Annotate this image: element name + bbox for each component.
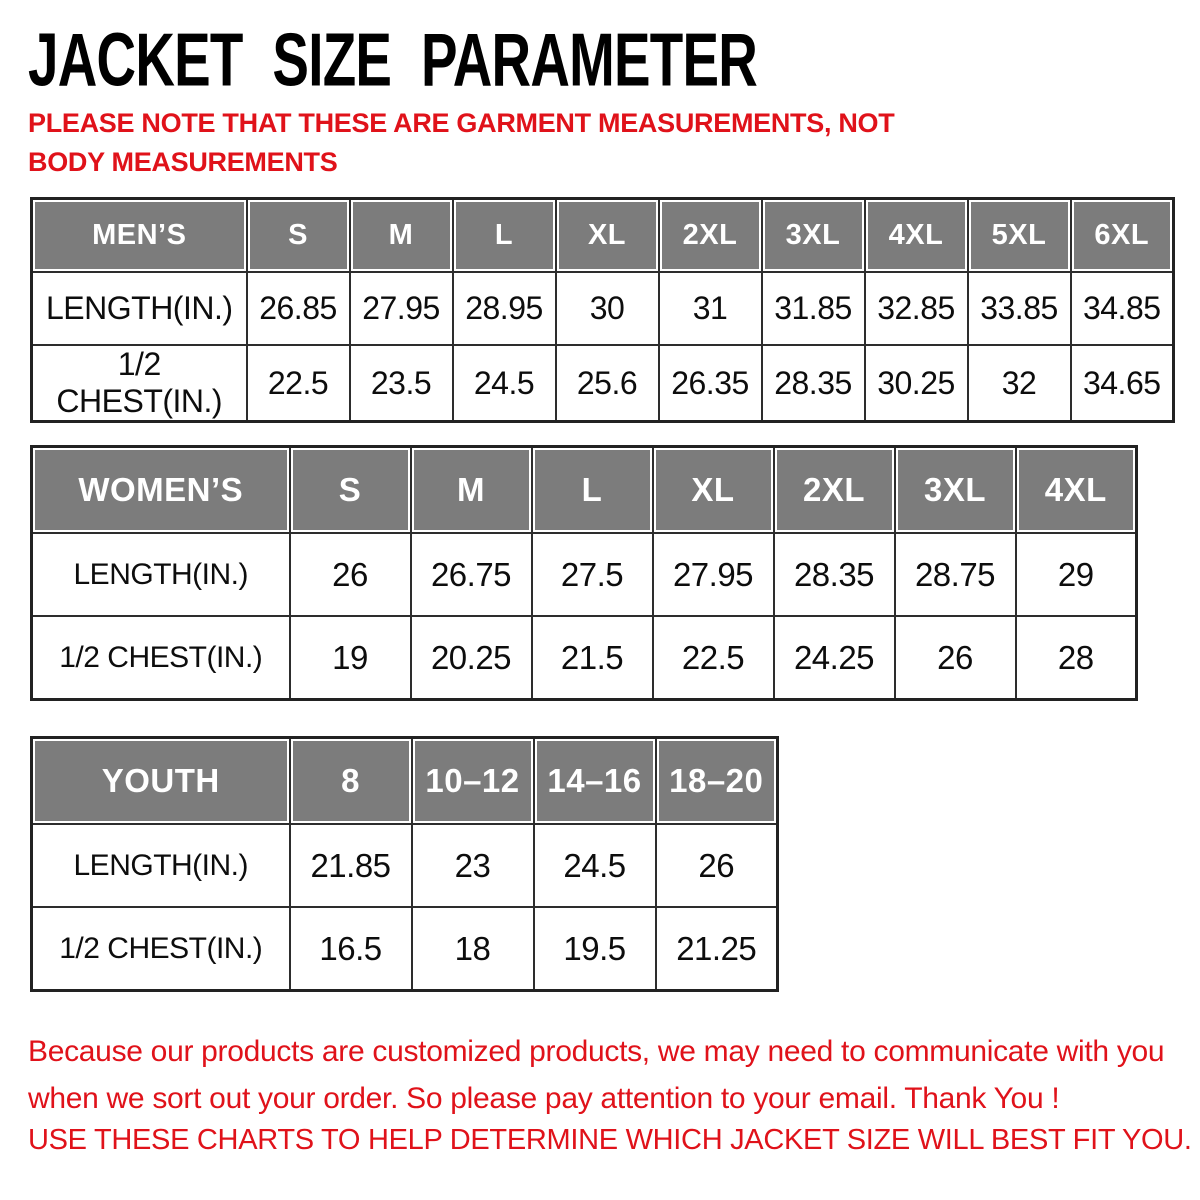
value-cell: 23.5 (350, 345, 453, 422)
value-cell: 29 (1016, 533, 1137, 616)
table-row (32, 907, 778, 991)
page-title: JACKET SIZE PARAMETER (28, 17, 758, 102)
value-cell: 30 (556, 272, 659, 345)
table-row (32, 533, 1137, 616)
size-column-header: S (247, 199, 350, 273)
customization-communication-note: Because our products are customized products, we may need to communicate with you when we sort out your order. So please pay attention to your email. Thank You ! (28, 1035, 1165, 1115)
value-cell: 26 (290, 533, 411, 616)
size-column-header: 4XL (865, 199, 968, 273)
value-cell: 27.5 (532, 533, 653, 616)
value-cell: 32 (968, 345, 1071, 422)
youth-size-table (30, 736, 779, 992)
garment-measurement-note: PLEASE NOTE THAT THESE ARE GARMENT MEASUREMENTS, NOT BODY MEASUREMENTS (28, 108, 895, 177)
value-cell: 26 (656, 824, 778, 907)
value-cell: 31 (659, 272, 762, 345)
value-cell: 19 (290, 616, 411, 700)
size-column-header: 18–20 (656, 738, 778, 825)
row-label: 1/2 CHEST(IN.) (32, 616, 290, 700)
value-cell: 28.35 (762, 345, 865, 422)
mens-size-table (30, 197, 1175, 423)
value-cell: 28.35 (774, 533, 895, 616)
table-row (32, 345, 1174, 422)
size-column-header: S (290, 447, 411, 534)
value-cell: 32.85 (865, 272, 968, 345)
table-row (32, 272, 1174, 345)
womens-header-row (32, 447, 1137, 534)
womens-table-title: WOMEN’S (32, 447, 290, 534)
row-label: LENGTH(IN.) (32, 533, 290, 616)
mens-header-row (32, 199, 1174, 273)
size-column-header: 6XL (1071, 199, 1174, 273)
size-column-header: 5XL (968, 199, 1071, 273)
size-column-header: 14–16 (534, 738, 656, 825)
table-row (32, 616, 1137, 700)
value-cell: 25.6 (556, 345, 659, 422)
size-column-header: 8 (290, 738, 412, 825)
size-column-header: XL (653, 447, 774, 534)
size-column-header: M (350, 199, 453, 273)
size-column-header: M (411, 447, 532, 534)
value-cell: 28.75 (895, 533, 1016, 616)
womens-size-table (30, 445, 1138, 701)
value-cell: 24.25 (774, 616, 895, 700)
table-row (32, 824, 778, 907)
row-label: 1/2 CHEST(IN.) (32, 907, 290, 991)
value-cell: 20.25 (411, 616, 532, 700)
value-cell: 23 (412, 824, 534, 907)
value-cell: 28.95 (453, 272, 556, 345)
youth-table-title: YOUTH (32, 738, 290, 825)
size-column-header: 3XL (895, 447, 1016, 534)
size-column-header: 4XL (1016, 447, 1137, 534)
value-cell: 24.5 (453, 345, 556, 422)
mens-table-title: MEN’S (32, 199, 247, 273)
value-cell: 27.95 (653, 533, 774, 616)
size-column-header: L (453, 199, 556, 273)
value-cell: 34.85 (1071, 272, 1174, 345)
chart-usage-note: USE THESE CHARTS TO HELP DETERMINE WHICH JACKET SIZE WILL BEST FIT YOU. (28, 1124, 1192, 1156)
value-cell: 24.5 (534, 824, 656, 907)
row-label: LENGTH(IN.) (32, 272, 247, 345)
row-label: 1/2 CHEST(IN.) (32, 345, 247, 422)
value-cell: 16.5 (290, 907, 412, 991)
size-column-header: L (532, 447, 653, 534)
value-cell: 22.5 (653, 616, 774, 700)
row-label: LENGTH(IN.) (32, 824, 290, 907)
value-cell: 21.5 (532, 616, 653, 700)
value-cell: 26.75 (411, 533, 532, 616)
value-cell: 31.85 (762, 272, 865, 345)
size-column-header: XL (556, 199, 659, 273)
size-column-header: 2XL (774, 447, 895, 534)
value-cell: 22.5 (247, 345, 350, 422)
value-cell: 26.85 (247, 272, 350, 345)
value-cell: 26 (895, 616, 1016, 700)
value-cell: 30.25 (865, 345, 968, 422)
value-cell: 21.85 (290, 824, 412, 907)
value-cell: 26.35 (659, 345, 762, 422)
value-cell: 27.95 (350, 272, 453, 345)
size-column-header: 2XL (659, 199, 762, 273)
size-column-header: 3XL (762, 199, 865, 273)
value-cell: 19.5 (534, 907, 656, 991)
value-cell: 21.25 (656, 907, 778, 991)
value-cell: 18 (412, 907, 534, 991)
size-column-header: 10–12 (412, 738, 534, 825)
youth-header-row (32, 738, 778, 825)
value-cell: 33.85 (968, 272, 1071, 345)
value-cell: 34.65 (1071, 345, 1174, 422)
value-cell: 28 (1016, 616, 1137, 700)
